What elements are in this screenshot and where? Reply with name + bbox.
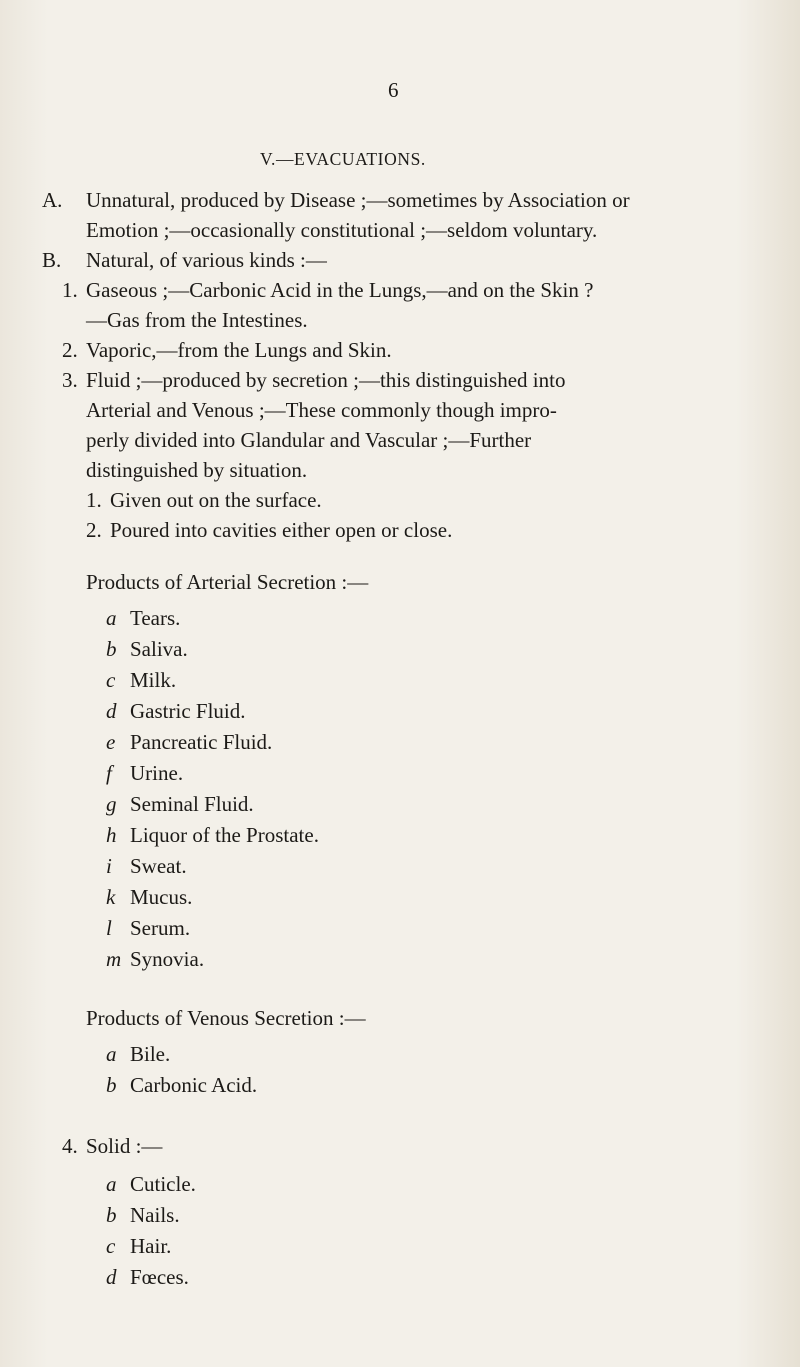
item-a-text-1: Unnatural, produced by Disease ;—sometimes by Association or [86,188,630,212]
arterial-product-item-text: Sweat. [130,854,187,878]
fluid-subitem-2 [86,517,452,543]
arterial-product-item-text: Urine. [130,761,184,785]
arterial-product-item-text: Gastric Fluid. [130,699,246,723]
arterial-product-item-text: Serum. [130,916,191,940]
fluid-number: 3. [62,368,78,392]
arterial-product-item-letter: g [106,792,117,816]
gaseous-line-2: —Gas from the Intestines. [86,308,308,332]
arterial-product-item-letter: d [106,699,117,723]
arterial-product-item-text: Milk. [130,668,177,692]
arterial-product-item-text: Saliva. [130,637,188,661]
fluid-line-1 [62,367,565,393]
gaseous-number: 1. [62,278,78,302]
fluid-line-3: perly divided into Glandular and Vascular ;—Further [86,428,532,452]
arterial-product-item [106,915,190,941]
solid-product-item [106,1233,171,1259]
solid-label: Solid :— [86,1134,163,1158]
venous-product-item-letter: a [106,1042,117,1066]
page-number: 6 [388,78,399,102]
vaporic-line-1 [62,337,392,363]
arterial-product-item [106,822,319,848]
arterial-product-item [106,853,187,879]
fluid-subitem-1 [86,487,322,513]
arterial-product-item [106,605,180,631]
item-a-label: A. [42,188,63,212]
venous-product-item [106,1072,257,1098]
vaporic-text-1: Vaporic,—from the Lungs and Skin. [86,338,392,362]
arterial-product-item [106,884,192,910]
solid-number: 4. [62,1134,78,1158]
fluid-subitem-2-text: Poured into cavities either open or close. [110,518,453,542]
arterial-product-item-letter: f [106,761,112,785]
item-b-line-1 [42,247,327,273]
fluid-line-2: Arterial and Venous ;—These commonly though impro- [86,398,557,422]
arterial-product-item-text: Synovia. [130,947,205,971]
fluid-subitem-1-number: 1. [86,488,102,512]
solid-product-item-letter: b [106,1203,117,1227]
venous-product-item [106,1041,170,1067]
arterial-product-item-text: Liquor of the Prostate. [130,823,319,847]
arterial-product-item-text: Tears. [130,606,181,630]
gaseous-text-1: Gaseous ;—Carbonic Acid in the Lungs,—and on the Skin ? [86,278,594,302]
solid-product-item-text: Hair. [130,1234,172,1258]
arterial-product-item-text: Seminal Fluid. [130,792,254,816]
arterial-product-item-text: Mucus. [130,885,193,909]
arterial-product-item [106,729,272,755]
venous-product-item-text: Bile. [130,1042,171,1066]
arterial-product-item [106,760,183,786]
arterial-product-item-letter: k [106,885,116,909]
item-b-label: B. [42,248,62,272]
fluid-text-1: Fluid ;—produced by secretion ;—this distinguished into [86,368,566,392]
venous-product-item-letter: b [106,1073,117,1097]
arterial-product-item-letter: i [106,854,112,878]
arterial-product-item [106,698,246,724]
arterial-product-item-letter: e [106,730,116,754]
section-title: V.—EVACUATIONS. [260,149,426,169]
gaseous-line-1 [62,277,593,303]
solid-line [62,1133,162,1159]
venous-product-item-text: Carbonic Acid. [130,1073,258,1097]
solid-product-item [106,1264,189,1290]
solid-product-item-text: Nails. [130,1203,180,1227]
solid-product-item-text: Fœces. [130,1265,189,1289]
arterial-product-item-letter: c [106,668,116,692]
arterial-product-item [106,667,176,693]
arterial-product-item [106,791,254,817]
arterial-product-item [106,946,204,972]
solid-product-item-letter: c [106,1234,116,1258]
item-a-line-1 [42,187,630,213]
arterial-product-item-text: Pancreatic Fluid. [130,730,273,754]
item-b-text-1: Natural, of various kinds :— [86,248,327,272]
arterial-product-item [106,636,188,662]
arterial-product-item-letter: h [106,823,117,847]
solid-product-item-letter: a [106,1172,117,1196]
arterial-product-item-letter: a [106,606,117,630]
fluid-subitem-1-text: Given out on the surface. [110,488,322,512]
arterial-product-item-letter: m [106,947,122,971]
solid-product-item [106,1202,180,1228]
item-a-line-2: Emotion ;—occasionally constitutional ;—seldom voluntary. [86,218,598,242]
arterial-product-item-letter: b [106,637,117,661]
fluid-line-4: distinguished by situation. [86,458,308,482]
arterial-heading: Products of Arterial Secretion :— [86,570,369,594]
solid-product-item [106,1171,196,1197]
solid-product-item-text: Cuticle. [130,1172,196,1196]
fluid-subitem-2-number: 2. [86,518,102,542]
solid-product-item-letter: d [106,1265,117,1289]
vaporic-number: 2. [62,338,78,362]
arterial-product-item-letter: l [106,916,112,940]
venous-heading: Products of Venous Secretion :— [86,1006,366,1030]
